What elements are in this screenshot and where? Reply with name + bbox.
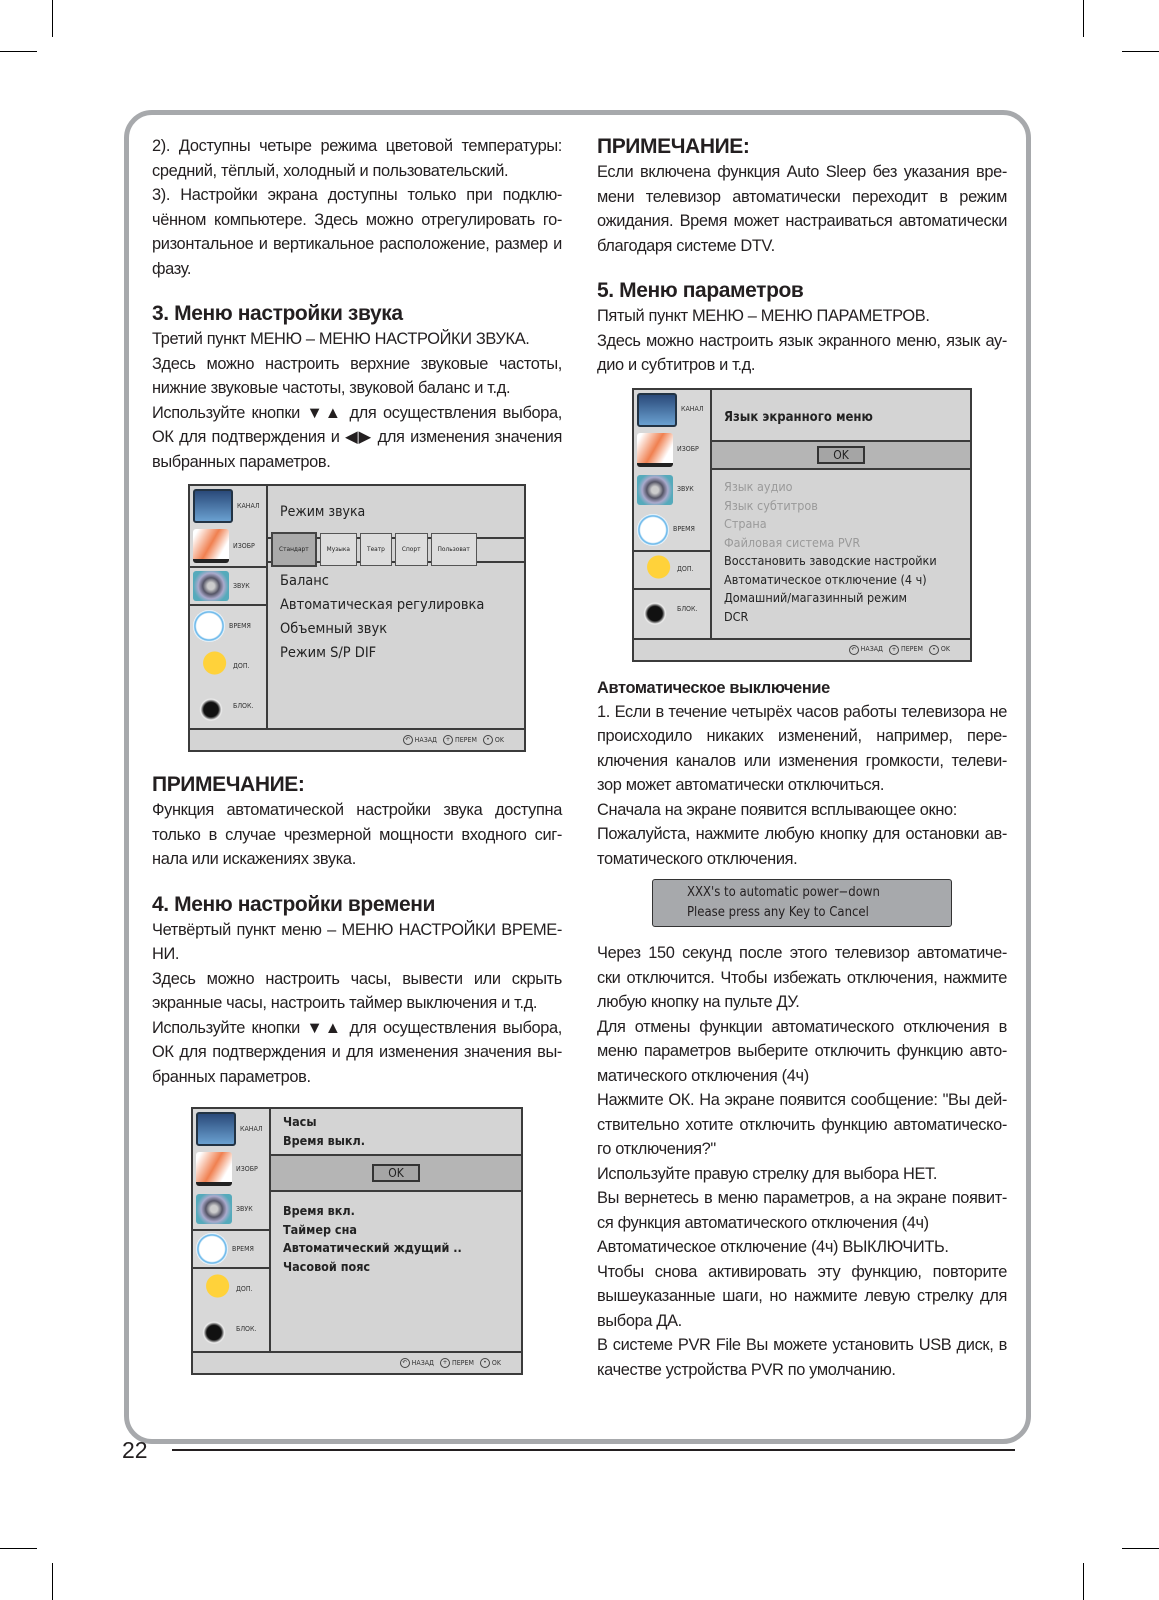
tv-sidebar-item-izobr: ИЗОБР [190, 526, 266, 566]
menu-item: Часы [283, 1114, 317, 1129]
footer-rule [172, 1449, 1015, 1451]
picture-icon [637, 433, 673, 467]
tv-sidebar [193, 1109, 271, 1351]
menu-item: Объемный звук [280, 620, 388, 637]
menu-item: DCR [724, 608, 749, 624]
right-column [597, 134, 1007, 1382]
crop-mark [0, 1548, 37, 1549]
ok-button: OK [372, 1164, 420, 1182]
clock-icon [637, 514, 669, 546]
tv-footer-bar: ↶ НАЗАД + ПЕРЕМ • OK [634, 638, 970, 660]
time-menu-screenshot [191, 1107, 523, 1375]
crop-mark [1083, 0, 1084, 37]
subheading-auto-off: Автоматическое выключение [597, 678, 830, 697]
ok-band [271, 1154, 521, 1192]
padlock-icon [196, 1314, 232, 1344]
section-heading-time: 4. Меню настройки времени [152, 892, 436, 916]
menu-item: Домашний/магазинный режим [724, 590, 908, 605]
tv-sidebar-item-zvuk: ЗВУК [190, 566, 266, 606]
menu-item: Время выкл. [283, 1132, 366, 1148]
tv-sidebar [190, 486, 268, 728]
tv-channel-icon [196, 1112, 236, 1146]
speaker-icon [637, 475, 673, 505]
clock-icon [196, 1233, 228, 1265]
menu-item-disabled: Файловая система PVR [724, 534, 861, 550]
paragraph: Здесь можно настроить часы, вывести или скрыть экранные часы, настроить таймер выключения и т.д. [152, 969, 562, 1012]
menu-item: Часовой пояс [283, 1258, 371, 1274]
paragraph: В системе PVR File Вы можете установить USB диск, в качестве устройства PVR по умолчанию. [597, 1336, 1007, 1379]
tv-sidebar-item-vremya: ВРЕМЯ [190, 606, 266, 646]
ok-button: OK [817, 446, 865, 464]
crop-mark [1083, 1563, 1084, 1600]
menu-item-disabled: Язык аудио [724, 479, 793, 494]
padlock-icon [637, 595, 673, 625]
tv-menu-main [271, 1109, 521, 1351]
picture-icon [196, 1152, 232, 1186]
menu-item-disabled: Страна [724, 516, 767, 531]
tv-sidebar-item-vremya: ВРЕМЯ [193, 1229, 269, 1269]
tv-sidebar-item-dop: ДОП. [190, 646, 266, 686]
tv-sidebar-item-zvuk: ЗВУК [193, 1189, 269, 1229]
tv-sidebar-item-kanal: КАНАЛ [193, 1109, 269, 1149]
tab-theatre: Театр [360, 533, 392, 566]
paragraph: 1. Если в течение четырёх часов работы телевизора не происходило никаких изменений, например, пере-ключения каналов или изменения громкости, телеви-зор может автоматически отключиться. [597, 702, 1007, 794]
paragraph: Пятый пункт МЕНЮ – МЕНЮ ПАРАМЕТРОВ. [597, 307, 930, 325]
paragraph: Здесь можно настроить язык экранного меню, язык ау-дио и субтитров и т.д. [597, 331, 1007, 374]
sound-mode-tabs [268, 537, 524, 563]
power-down-popup [652, 879, 952, 927]
picture-icon [193, 529, 229, 563]
tv-sidebar-item-dop: ДОП. [193, 1269, 269, 1309]
move-icon: + [889, 645, 899, 655]
tv-sidebar-item-dop: ДОП. [634, 550, 710, 590]
paragraph: Пожалуйста, нажмите любую кнопку для остановки ав-томатического отключения. [597, 825, 1007, 868]
paragraph: Используйте кнопки ▼▲ для осуществления выбора, ОК для подтверждения и ◀▶ для изменения значения выбранных параметров. [152, 403, 562, 471]
tv-sidebar-item-blok: БЛОК. [193, 1309, 269, 1349]
star-wand-icon [193, 651, 229, 681]
menu-item: Время вкл. [283, 1203, 355, 1218]
tv-sidebar-item-zvuk: ЗВУК [634, 470, 710, 510]
paragraph: Для отмены функции автоматического отключения в меню параметров выберите отключить функцию авто-матического отключения (4ч) [597, 1017, 1007, 1085]
menu-item: Таймер сна [283, 1221, 357, 1237]
tab-music: Музыка [320, 533, 357, 566]
paragraph: Используйте кнопки ▼▲ для осуществления выбора, ОК для подтверждения и для изменения значения вы-бранных параметров. [152, 1018, 562, 1086]
ok-band [712, 440, 970, 470]
params-menu-screenshot [632, 388, 972, 662]
section-heading-params: 5. Меню параметров [597, 279, 804, 302]
paragraph: Чтобы снова активировать эту функцию, повторите вышеуказанные шаги, но нажмите левую стрелку для выбора ДА. [597, 1262, 1007, 1330]
paragraph: Здесь можно настроить верхние звуковые частоты, нижние звуковые частоты, звуковой баланс и т.д. [152, 354, 562, 397]
popup-line: XXX's to automatic power−down [687, 885, 880, 900]
paragraph: 3). Настройки экрана доступны только при подклю-чённом компьютере. Здесь можно отрегулировать го-ризонтальное и вертикальное расположение, размер и фазу. [152, 186, 562, 278]
tv-footer-bar: ↶ НАЗАД + ПЕРЕМ • OK [190, 728, 524, 750]
crop-mark [0, 51, 37, 52]
menu-item: Баланс [280, 572, 329, 589]
crop-mark [1122, 1548, 1159, 1549]
crop-mark [52, 0, 53, 37]
paragraph: Автоматическое отключение (4ч) ВЫКЛЮЧИТЬ. [597, 1238, 949, 1256]
back-icon: ↶ [400, 1358, 410, 1368]
menu-item: Автоматическое отключение (4 ч) [724, 571, 927, 587]
speaker-icon [193, 571, 229, 601]
crop-mark [52, 1563, 53, 1600]
tv-sidebar [634, 390, 712, 638]
tv-sidebar-item-kanal: КАНАЛ [190, 486, 266, 526]
ok-icon: • [480, 1358, 490, 1368]
tv-sidebar-item-blok: БЛОК. [634, 590, 710, 630]
menu-item: Режим S/P DIF [280, 644, 377, 661]
tv-channel-icon [637, 393, 677, 427]
tv-menu-main [268, 486, 524, 728]
tv-sidebar-item-kanal: КАНАЛ [634, 390, 710, 430]
menu-item: Восстановить заводские настройки [724, 553, 937, 568]
note-heading: ПРИМЕЧАНИЕ: [597, 135, 750, 158]
star-wand-icon [637, 555, 673, 585]
menu-title: Режим звука [280, 504, 366, 520]
popup-line: Please press any Key to Cancel [687, 905, 869, 920]
tv-sidebar-item-izobr: ИЗОБР [193, 1149, 269, 1189]
note-heading: ПРИМЕЧАНИЕ: [152, 773, 305, 796]
paragraph: Нажмите ОК. На экране появится сообщение: "Вы дей-ствительно хотите отключить функцию автоматическо-го отключения?" [597, 1091, 1007, 1158]
menu-items [271, 1192, 521, 1276]
menu-item: Автоматический ждущий .. [283, 1240, 462, 1255]
speaker-icon [196, 1194, 232, 1224]
clock-icon [193, 610, 225, 642]
menu-items [712, 470, 970, 626]
paragraph: Через 150 секунд после этого телевизор автоматиче-ски отключится. Чтобы избежать отключения, нажмите любую кнопку на пульте ДУ. [597, 944, 1007, 1011]
back-icon: ↶ [849, 645, 859, 655]
ok-icon: • [929, 645, 939, 655]
ok-icon: • [483, 735, 493, 745]
paragraph: Вы вернетесь в меню параметров, а на экране появит-ся функция автоматического отключения (4ч) [597, 1189, 1007, 1232]
back-icon: ↶ [403, 735, 413, 745]
paragraph: Четвёртый пункт меню – МЕНЮ НАСТРОЙКИ ВРЕМЕ-НИ. [152, 920, 562, 963]
paragraph: Если включена функция Auto Sleep без указания вре-мени телевизор автоматически переходит в режим ожидания. Время может настраиваться автоматически благодаря системе DTV. [597, 163, 1007, 255]
menu-items-top [271, 1109, 521, 1150]
page-number: 22 [122, 1437, 148, 1463]
section-heading-sound: 3. Меню настройки звука [152, 302, 403, 325]
menu-items [268, 563, 524, 665]
paragraph: Функция автоматической настройки звука доступна только в случае чрезмерной мощности входного сиг-нала или искажениях звука. [152, 801, 562, 868]
star-wand-icon [196, 1274, 232, 1304]
crop-mark [1122, 51, 1159, 52]
move-icon: + [440, 1358, 450, 1368]
tab-sport: Спорт [395, 533, 428, 566]
left-column [152, 134, 562, 1375]
paragraph: Используйте правую стрелку для выбора НЕТ. [597, 1164, 938, 1183]
move-icon: + [443, 735, 453, 745]
tab-user: Пользоват [431, 533, 477, 566]
tv-footer-bar: ↶ НАЗАД + ПЕРЕМ • OK [193, 1351, 521, 1373]
tv-sidebar-item-blok: БЛОК. [190, 686, 266, 726]
paragraph: 2). Доступны четыре режима цветовой температуры: средний, тёплый, холодный и пользовательский. [152, 137, 562, 180]
paragraph: Сначала на экране появится всплывающее окно: [597, 800, 957, 819]
padlock-icon [193, 691, 229, 721]
tv-channel-icon [193, 489, 233, 523]
tv-sidebar-item-vremya: ВРЕМЯ [634, 510, 710, 550]
tab-standard: Стандарт [271, 532, 317, 567]
tv-sidebar-item-izobr: ИЗОБР [634, 430, 710, 470]
paragraph: Третий пункт МЕНЮ – МЕНЮ НАСТРОЙКИ ЗВУКА. [152, 330, 530, 348]
sound-menu-screenshot [188, 484, 526, 752]
menu-item-disabled: Язык субтитров [724, 497, 818, 513]
menu-title: Язык экранного меню [724, 409, 873, 425]
menu-item: Автоматическая регулировка [280, 596, 485, 613]
tv-menu-main [712, 390, 970, 638]
